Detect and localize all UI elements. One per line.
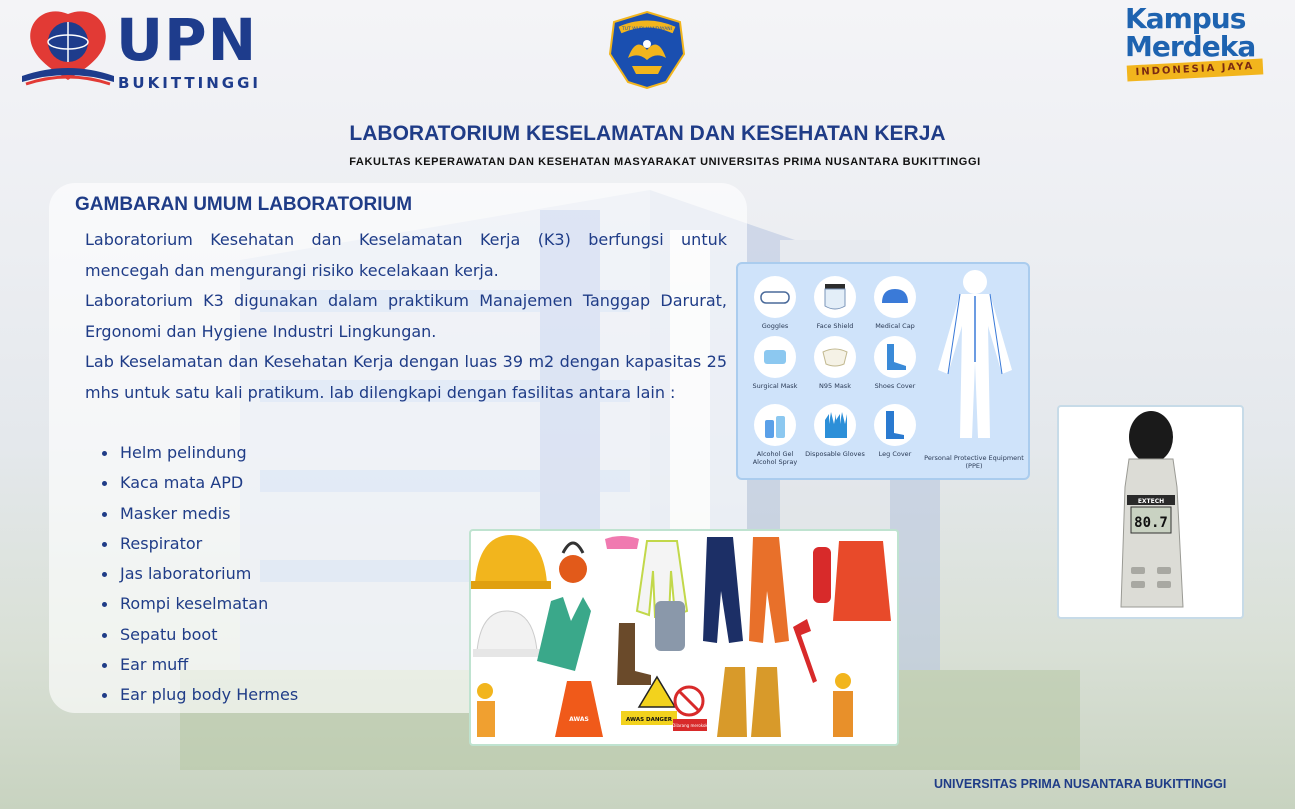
ppe-medical-cap xyxy=(864,276,926,330)
ppe-label: Face Shield xyxy=(816,322,854,330)
list-item: Jas laboratorium xyxy=(85,559,298,589)
paragraph: Laboratorium Kesehatan dan Keselamatan Kerja (K3) berfungsi untuk mencegah dan mengurangi risiko kecelakaan kerja. xyxy=(85,230,727,280)
worker-icon xyxy=(477,683,493,699)
ppe-label: Disposable Gloves xyxy=(805,450,865,458)
safety-gear-collage xyxy=(469,529,899,746)
list-item: Masker medis xyxy=(85,499,298,529)
list-item: Ear muff xyxy=(85,650,298,680)
paragraph: Laboratorium K3 digunakan dalam praktikum Manajemen Tanggap Darurat, Ergonomi dan Hygiene Industri Lingkungan. xyxy=(85,291,727,341)
meter-brand: EXTECH xyxy=(1137,498,1165,505)
tut-wuri-handayani-logo xyxy=(606,10,688,90)
axe-icon xyxy=(793,619,817,683)
list-item: Helm pelindung xyxy=(85,438,298,468)
n95-mask-icon xyxy=(820,346,850,368)
fire-extinguisher-icon xyxy=(813,547,831,603)
meter-reading: 80.7 xyxy=(1134,515,1168,531)
hard-hat-white-icon xyxy=(477,611,537,651)
list-item: Kaca mata APD xyxy=(85,468,298,498)
gloves-icon xyxy=(821,410,849,440)
coverall-navy-icon xyxy=(703,537,743,643)
list-item: Rompi keselmatan xyxy=(85,589,298,619)
kampus-merdeka-logo xyxy=(1115,2,1275,90)
upn-emblem-icon xyxy=(20,6,116,94)
medical-cap-icon xyxy=(880,287,910,307)
facility-list xyxy=(85,438,298,711)
gloves-grey-icon xyxy=(655,601,685,651)
ppe-label: Medical Cap xyxy=(875,322,915,330)
worker-harness-icon xyxy=(835,673,851,689)
ppe-face-shield xyxy=(804,276,866,330)
ppe-label: N95 Mask xyxy=(819,382,851,390)
alcohol-spray-icon xyxy=(762,410,788,440)
sound-level-meter-image xyxy=(1057,405,1244,619)
cone-label: AWAS xyxy=(569,716,589,723)
safety-gear-illustration xyxy=(471,531,897,744)
upn-logo-text: UPN xyxy=(116,6,258,74)
upn-logo xyxy=(20,6,270,96)
warning-sign-label: AWAS DANGER xyxy=(626,717,672,723)
ppe-shoes-cover xyxy=(864,336,926,390)
list-item: Respirator xyxy=(85,529,298,559)
footer-text: UNIVERSITAS PRIMA NUSANTARA BUKITTINGGI xyxy=(934,777,1227,791)
description-text xyxy=(85,225,727,408)
ppe-label: Shoes Cover xyxy=(874,382,916,390)
tut-wuri-ribbon-text: TUT WURI HANDAYANI xyxy=(622,27,672,32)
leg-cover-icon xyxy=(882,409,908,441)
ppe-n95-mask xyxy=(804,336,866,390)
ppe-label: Goggles xyxy=(761,322,789,330)
safety-glasses-icon xyxy=(605,536,639,549)
ppe-goggles xyxy=(744,276,806,330)
sound-level-meter-icon xyxy=(1059,407,1242,617)
coverall-orange-icon xyxy=(749,537,789,643)
list-item: Sepatu boot xyxy=(85,620,298,650)
ppe-suit-label: Personal Protective Equipment (PPE) xyxy=(924,454,1024,470)
paragraph: Lab Keselamatan dan Kesehatan Kerja dengan luas 39 m2 dengan kapasitas 25 mhs untuk satu kali pratikum. lab dilengkapi dengan fasilitas antara lain : xyxy=(85,352,727,402)
boot-brown-icon xyxy=(617,623,651,685)
hard-hat-yellow-icon xyxy=(475,535,547,583)
ppe-label: Alcohol Gel Alcohol Spray xyxy=(752,450,798,466)
shoes-cover-icon xyxy=(882,342,908,372)
no-smoking-label: Dilarang merokok xyxy=(672,723,708,728)
ppe-alcohol xyxy=(744,404,806,466)
page-subtitle: FAKULTAS KEPERAWATAN DAN KESEHATAN MASYARAKAT UNIVERSITAS PRIMA NUSANTARA BUKITTINGGI xyxy=(349,156,981,168)
section-heading: GAMBARAN UMUM LABORATORIUM xyxy=(75,194,413,215)
ppe-surgical-mask xyxy=(744,336,806,390)
kampus-merdeka-line1: Kampus xyxy=(1125,2,1246,35)
kampus-merdeka-line2: Merdeka xyxy=(1125,30,1256,63)
kampus-merdeka-tagline: INDONESIA JAYA xyxy=(1127,58,1264,81)
upn-logo-subtext: BUKITTINGGI xyxy=(118,74,261,92)
surgical-mask-icon xyxy=(760,347,790,367)
goggles-icon xyxy=(760,289,790,305)
ppe-label: Leg Cover xyxy=(878,450,912,458)
list-item: Ear plug body Hermes xyxy=(85,680,298,710)
ppe-suit-icon xyxy=(930,266,1020,444)
life-vest-icon xyxy=(833,541,891,621)
traffic-cone-icon xyxy=(555,681,603,737)
ppe-label: Surgical Mask xyxy=(752,382,798,390)
page-title: LABORATORIUM KESELAMATAN DAN KESEHATAN KERJA xyxy=(349,122,946,145)
gloves-green-icon xyxy=(537,597,591,671)
ear-muff-icon xyxy=(559,555,587,583)
face-shield-icon xyxy=(822,282,848,312)
ppe-infographic xyxy=(736,262,1030,480)
ppe-leg-cover xyxy=(864,404,926,458)
ppe-disposable-gloves xyxy=(804,404,866,458)
boots-yellow-icon xyxy=(717,667,781,737)
